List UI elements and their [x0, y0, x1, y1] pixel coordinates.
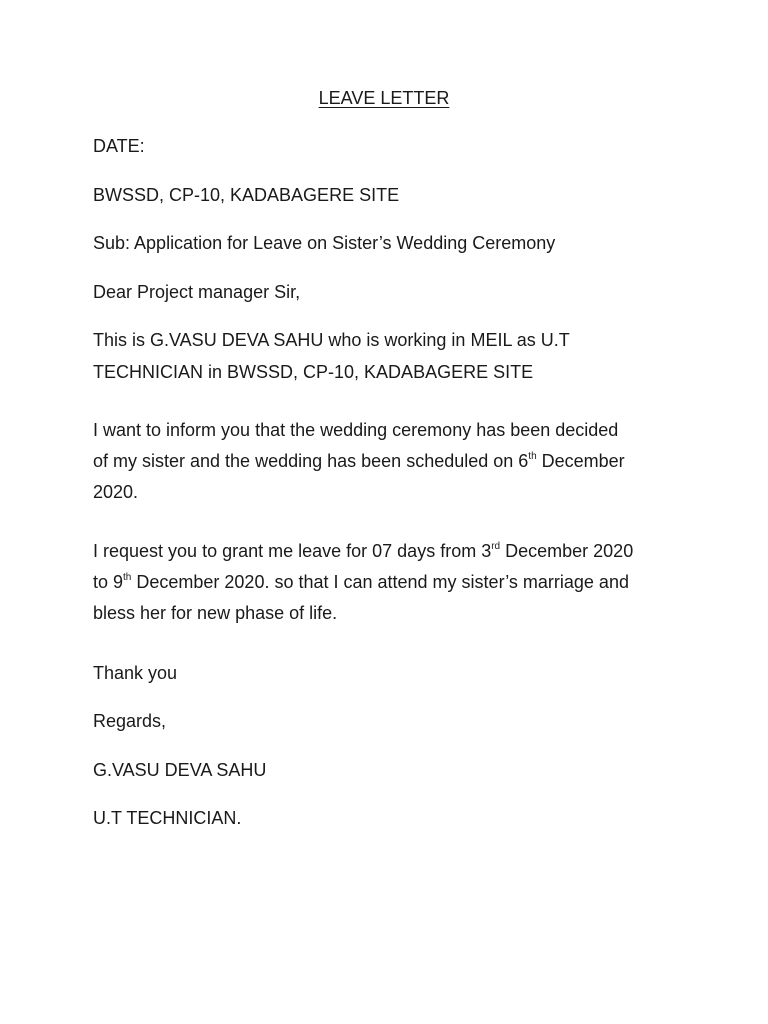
salutation: Dear Project manager Sir,	[93, 282, 301, 302]
request-line-1-text: I request you to grant me leave for 07 days from 3	[93, 541, 492, 561]
signature-name: G.VASU DEVA SAHU	[93, 760, 267, 780]
request-line-1	[93, 540, 633, 562]
date-label: DATE:	[93, 136, 145, 156]
inform-line-3: 2020.	[93, 482, 139, 502]
intro-line-1: This is G.VASU DEVA SAHU who is working in MEIL as U.T	[93, 330, 570, 350]
signature-role: U.T TECHNICIAN.	[93, 808, 242, 828]
ordinal-suffix: th	[528, 451, 537, 462]
inform-line-2-text: of my sister and the wedding has been scheduled on 6	[93, 451, 529, 471]
subject-line: Sub: Application for Leave on Sister’s Wedding Ceremony	[93, 233, 556, 253]
request-line-3: bless her for new phase of life.	[93, 603, 338, 623]
intro-line-2: TECHNICIAN in BWSSD, CP-10, KADABAGERE SITE	[93, 362, 534, 382]
letter-title: LEAVE LETTER	[318, 88, 450, 108]
inform-line-2	[93, 450, 625, 472]
site-line: BWSSD, CP-10, KADABAGERE SITE	[93, 185, 400, 205]
request-line-1-end: December 2020	[500, 541, 634, 561]
ordinal-suffix: rd	[491, 541, 501, 552]
inform-line-1: I want to inform you that the wedding ceremony has been decided	[93, 420, 619, 440]
request-line-2-end: December 2020. so that I can attend my sister’s marriage and	[131, 572, 629, 592]
closing-regards: Regards,	[93, 711, 167, 731]
closing-thanks: Thank you	[93, 663, 178, 683]
ordinal-suffix: th	[123, 572, 132, 583]
inform-line-2-end: December	[536, 451, 625, 471]
request-line-2-text: to 9	[93, 572, 124, 592]
request-line-2	[93, 571, 629, 593]
